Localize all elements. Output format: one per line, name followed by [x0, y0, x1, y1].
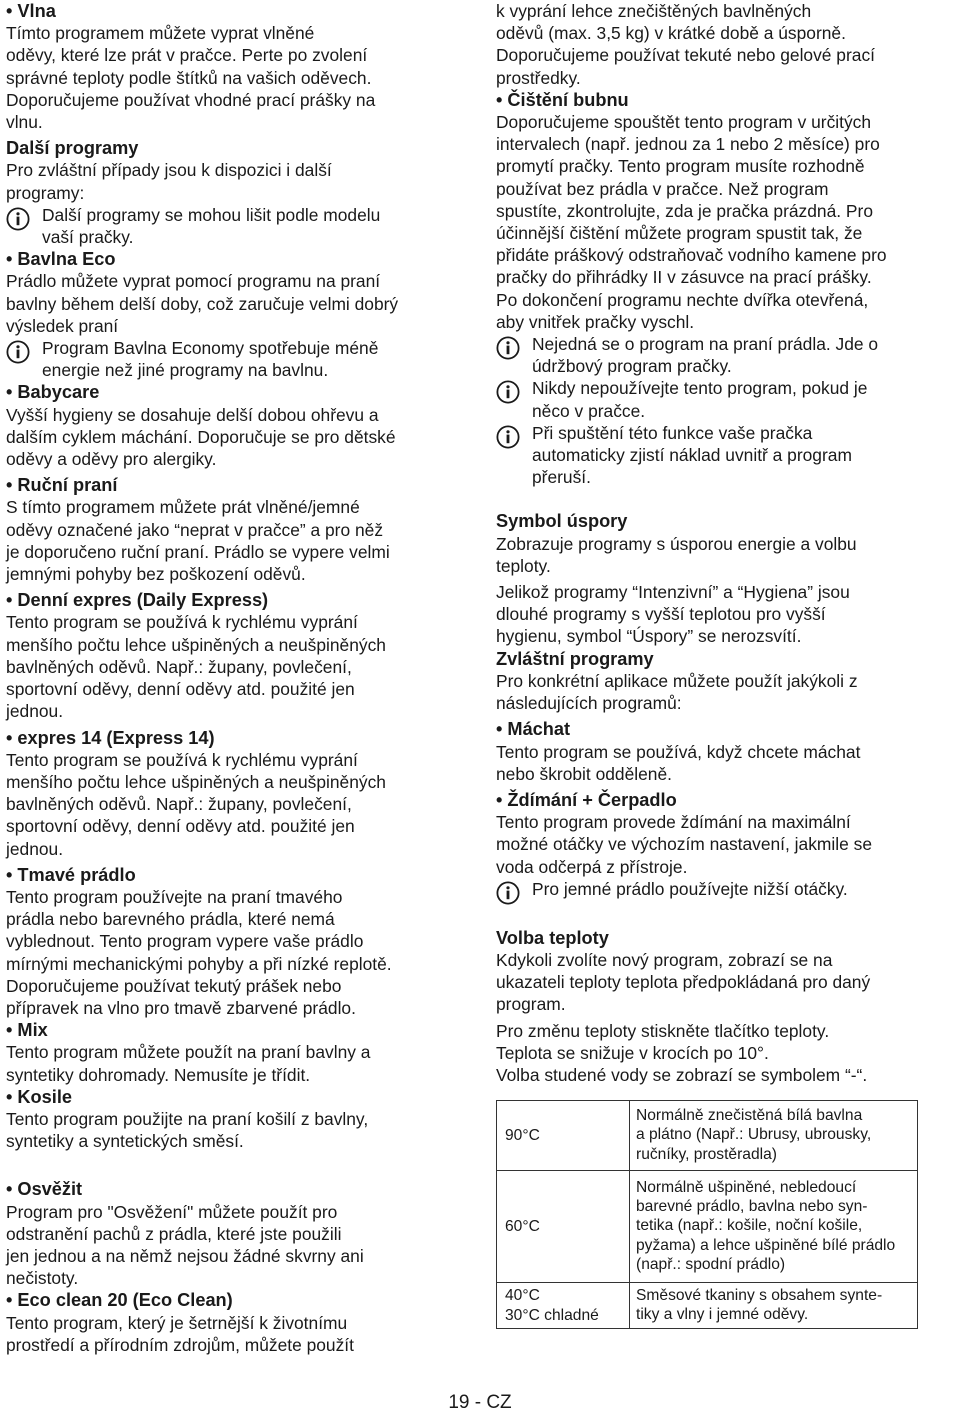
text-line: něco v pračce.	[532, 400, 646, 421]
left-column	[6, 0, 474, 1356]
text-line: menšího počtu lehce ušpiněných a neušpiněných	[6, 634, 386, 655]
text-line: používat bez prádla v pračce. Než program	[496, 178, 829, 199]
text-line: ručníky, prostěradla)	[636, 1145, 777, 1163]
text-line: Teplota se snižuje v krocích po 10°.	[496, 1042, 769, 1063]
text-line: prostředky.	[496, 67, 581, 88]
text-line: následujících programů:	[496, 693, 682, 714]
note-text	[532, 878, 848, 900]
text-line: intervalech (např. jednou za 1 nebo 2 měsíce) pro	[496, 134, 880, 155]
temperature-table	[496, 1100, 918, 1329]
text-line: barevné prádlo, bavlna nebo syn-	[636, 1198, 868, 1216]
text-line: Tento program používejte na praní tmavého	[6, 886, 343, 907]
text-line: výsledek praní	[6, 315, 119, 336]
text-line: sportovní oděvy, denní oděvy atd. použité jen	[6, 816, 355, 837]
text-line: programy:	[6, 182, 85, 203]
paragraph-machat	[496, 741, 958, 785]
section-heading-mix: • Mix	[6, 1020, 48, 1041]
text-line: Jelikož programy “Intenzivní” a “Hygiena” jsou	[496, 582, 850, 603]
text-line: syntetiky dohromady. Nemusíte je třídit.	[6, 1064, 311, 1085]
section-heading-babycare: • Babycare	[6, 382, 100, 403]
text-line: energie než jiné programy na bavlnu.	[42, 360, 329, 381]
text-line: program.	[496, 994, 566, 1015]
text-line: Tento program provede ždímání na maximální	[496, 812, 851, 833]
text-line: Doporučujeme spouštět tento program v určitých	[496, 112, 872, 133]
text-line: Zobrazuje programy s úsporou energie a volbu	[496, 533, 857, 554]
text-line: Normálně ušpiněné, nebledoucí	[636, 1178, 857, 1196]
table-row	[497, 1101, 918, 1171]
text-line: S tímto programem můžete prát vlněné/jemné	[6, 497, 360, 518]
text-line: Tento program se používá k rychlému vyprání	[6, 612, 358, 633]
text-line: vaší pračky.	[42, 227, 134, 248]
section-heading-osvezit: • Osvěžit	[6, 1179, 83, 1200]
text-line: 60°C	[505, 1217, 540, 1235]
text-line: oděvy a oděvy pro alergiky.	[6, 449, 217, 470]
text-line: (např.: spodní prádlo)	[636, 1256, 786, 1274]
text-line: Doporučujeme používat tekuté nebo gelové prací	[496, 45, 875, 66]
text-line: Tento program použijte na praní košilí z bavlny,	[6, 1108, 369, 1129]
text-line: 90°C	[505, 1126, 540, 1144]
text-line: Vyšší hygieny se dosahuje delší dobou ohřevu a	[6, 404, 379, 425]
text-line: Doporučujeme používat vhodné prací prášky na	[6, 89, 376, 110]
text-line: jednou.	[6, 701, 64, 722]
info-note-dalsi-programy	[6, 204, 474, 248]
text-line: Pro změnu teploty stiskněte tlačítko teploty.	[496, 1020, 830, 1041]
text-line: dlouhé programy s vyšší teplotou pro vyšší	[496, 604, 826, 625]
text-line: promytí pračky. Tento program musíte rozhodně	[496, 156, 865, 177]
text-line: Tento program můžete použít na praní bavlny a	[6, 1042, 371, 1063]
paragraph-dalsi-programy	[6, 159, 474, 203]
text-line: vyblednout. Tento program vypere vaše prádlo	[6, 931, 364, 952]
text-line: přípravek na vlno pro tmavě zbarvené prádlo.	[6, 997, 356, 1018]
paragraph-mix	[6, 1041, 474, 1085]
section-heading-rucni-prani: • Ruční praní	[6, 475, 118, 496]
paragraph-eco-clean-continued	[496, 0, 958, 89]
section-heading-kosile: • Kosile	[6, 1086, 73, 1107]
text-line: Směsové tkaniny s obsahem synte-	[636, 1286, 883, 1304]
temperature-cell	[497, 1283, 630, 1329]
section-heading-express-14: • expres 14 (Express 14)	[6, 727, 215, 748]
text-line: Tento program se používá, když chcete máchat	[496, 741, 861, 762]
text-line: automaticky zjistí náklad uvnitř a program	[532, 445, 852, 466]
text-line: Program pro "Osvěžení" můžete použít pro	[6, 1201, 338, 1222]
info-icon	[496, 336, 520, 360]
info-note-cisteni-1	[496, 333, 958, 377]
text-line: oděvy označené jako “neprat v pračce” a pro něž	[6, 519, 384, 540]
text-line: odstranění pachů z prádla, které jste použili	[6, 1223, 342, 1244]
info-note-cisteni-3	[496, 422, 958, 489]
paragraph-symbol-uspory-2	[496, 581, 958, 648]
text-line: tiky a vlny i jemné oděvy.	[636, 1306, 809, 1324]
info-icon	[496, 380, 520, 404]
text-line: je doporučeno ruční praní. Prádlo se vypere velmi	[6, 541, 390, 562]
text-line: Pro zvláštní případy jsou k dispozici i další	[6, 160, 332, 181]
text-line: Kdykoli zvolíte nový program, zobrazí se na	[496, 949, 833, 970]
page-number: 19 - CZ	[448, 1392, 512, 1413]
text-line: Tento program se používá k rychlému vyprání	[6, 749, 358, 770]
note-text	[532, 422, 852, 489]
section-heading-dalsi-programy: Další programy	[6, 138, 139, 159]
paragraph-rucni-prani	[6, 496, 474, 585]
paragraph-symbol-uspory	[496, 533, 958, 577]
paragraph-zvlastni-programy	[496, 670, 958, 714]
text-line: přeruší.	[532, 467, 591, 488]
info-note-bavlna-eco	[6, 337, 474, 381]
text-line: Tento program, který je šetrnější k životnímu	[6, 1312, 348, 1333]
info-note-zdimani	[496, 878, 958, 905]
text-line: přidáte práškový odstraňovač vodního kamene pro	[496, 245, 887, 266]
text-line: bavlny během delší doby, což zaručuje velmi dobrý	[6, 293, 399, 314]
text-line: teploty.	[496, 555, 551, 576]
text-line: bavlněných oděvů. Např.: župany, povlečení,	[6, 794, 352, 815]
text-line: Po dokončení programu nechte dvířka otevřená,	[496, 289, 869, 310]
paragraph-denni-expres	[6, 611, 474, 722]
text-line: Pro konkrétní aplikace můžete použít jakýkoli z	[496, 670, 858, 691]
info-icon	[6, 207, 30, 231]
paragraph-bavlna-eco	[6, 270, 474, 337]
section-heading-zdimani: • Ždímání + Čerpadlo	[496, 789, 677, 810]
text-line: 40°C	[505, 1287, 540, 1305]
text-line: aby vnitřek pračky vyschl.	[496, 311, 695, 332]
temperature-cell	[497, 1101, 630, 1171]
paragraph-babycare	[6, 404, 474, 471]
note-text	[42, 337, 378, 381]
text-line: Nikdy nepoužívejte tento program, pokud je	[532, 378, 868, 399]
description-cell	[630, 1171, 918, 1283]
note-text	[42, 204, 380, 248]
text-line: jednou.	[6, 838, 64, 859]
text-line: ukazateli teploty teplota předpokládaná pro daný	[496, 972, 871, 993]
paragraph-cisteni-bubnu	[496, 111, 958, 333]
section-heading-cisteni-bubnu: • Čištění bubnu	[496, 89, 629, 110]
text-line: Doporučujeme používat tekutý prášek nebo	[6, 975, 342, 996]
text-line: a plátno (Např.: Ubrusy, ubrousky,	[636, 1126, 872, 1144]
text-line: syntetiky a syntetických směsí.	[6, 1131, 244, 1152]
text-line: jen jednou a na němž nejsou žádné skvrny ani	[6, 1245, 364, 1266]
text-line: pyžama) a lehce ušpiněné bílé prádlo	[636, 1236, 896, 1254]
text-line: Volba studené vody se zobrazí se symbolem “-“.	[496, 1064, 868, 1085]
text-line: spustíte, zkontrolujte, zda je pračka prázdná. Pro	[496, 200, 873, 221]
text-line: údržbový program pračky.	[532, 356, 732, 377]
text-line: pračky do přihrádky II v zásuvce na prací prášky.	[496, 267, 872, 288]
text-line: účinnější čištění můžete program spustit tak, že	[496, 223, 863, 244]
text-line: správné teploty podle štítků na vašich oděvech.	[6, 67, 372, 88]
text-line: možné otáčky ve výchozím nastavení, jakmile se	[496, 834, 872, 855]
text-line: vlnu.	[6, 112, 43, 133]
text-line: Prádlo můžete vyprat pomocí programu na praní	[6, 271, 381, 292]
text-line: prostředí a přírodním zdrojům, můžete použít	[6, 1334, 354, 1355]
text-line: Pro jemné prádlo používejte nižší otáčky.	[532, 878, 848, 899]
text-line: prádla nebo barevného prádla, které nemá	[6, 909, 335, 930]
info-icon	[496, 881, 520, 905]
section-heading-vlna: • Vlna	[6, 1, 56, 21]
section-heading-denni-expres: • Denní expres (Daily Express)	[6, 590, 269, 611]
paragraph-volba-teploty-3	[496, 1064, 958, 1086]
paragraph-zdimani	[496, 811, 958, 878]
paragraph-volba-teploty-2	[496, 1020, 958, 1064]
description-cell	[630, 1283, 918, 1329]
text-line: k vyprání lehce znečištěných bavlněných	[496, 1, 812, 21]
text-line: nečistoty.	[6, 1268, 79, 1289]
info-icon	[496, 425, 520, 449]
text-line: oděvů (max. 3,5 kg) v krátké době a úsporně.	[496, 23, 846, 44]
section-heading-symbol-uspory: Symbol úspory	[496, 511, 628, 532]
table-row	[497, 1283, 918, 1329]
paragraph-volba-teploty	[496, 949, 958, 1016]
right-column	[496, 0, 958, 1329]
text-line: sportovní oděvy, denní oděvy atd. použité jen	[6, 679, 355, 700]
section-heading-zvlastni-programy: Zvláštní programy	[496, 648, 654, 669]
paragraph-tmave-pradlo	[6, 886, 474, 1019]
info-note-cisteni-2	[496, 377, 958, 421]
note-text	[532, 333, 878, 377]
text-line: Normálně znečistěná bílá bavlna	[636, 1107, 863, 1125]
text-line: jemnými pohyby bez poškození oděvů.	[6, 564, 306, 585]
paragraph-osvezit	[6, 1201, 474, 1290]
paragraph-kosile	[6, 1108, 474, 1152]
section-heading-eco-clean: • Eco clean 20 (Eco Clean)	[6, 1290, 233, 1311]
text-line: tetika (např.: košile, noční košile,	[636, 1217, 863, 1235]
paragraph-eco-clean	[6, 1312, 474, 1356]
section-heading-machat: • Máchat	[496, 719, 571, 740]
text-line: menšího počtu lehce ušpiněných a neušpiněných	[6, 771, 386, 792]
text-line: Další programy se mohou lišit podle modelu	[42, 204, 381, 225]
text-line: nebo škrobit odděleně.	[496, 763, 672, 784]
table-row	[497, 1171, 918, 1283]
text-line: Program Bavlna Economy spotřebuje méně	[42, 338, 379, 359]
text-line: Při spuštění této funkce vaše pračka	[532, 422, 813, 443]
section-heading-volba-teploty: Volba teploty	[496, 927, 609, 948]
text-line: Nejedná se o program na praní prádla. Jde o	[532, 334, 879, 355]
info-icon	[6, 340, 30, 364]
paragraph-vlna	[6, 22, 474, 133]
text-line: dalším cyklem máchání. Doporučuje se pro dětské	[6, 426, 396, 447]
text-line: hygienu, symbol “Úspory” se nerozsvítí.	[496, 626, 802, 647]
text-line: mírnými mechanickými pohyby a při nízké replotě.	[6, 953, 392, 974]
paragraph-express-14	[6, 749, 474, 860]
text-line: Tímto programem můžete vyprat vlněné	[6, 23, 315, 44]
description-cell	[630, 1101, 918, 1171]
text-line: 30°C chladné	[505, 1306, 599, 1324]
section-heading-bavlna-eco: • Bavlna Eco	[6, 249, 116, 270]
section-heading-tmave-pradlo: • Tmavé prádlo	[6, 864, 136, 885]
temperature-cell	[497, 1171, 630, 1283]
text-line: voda odčerpá z přístroje.	[496, 856, 688, 877]
text-line: bavlněných oděvů. Např.: župany, povlečení,	[6, 656, 352, 677]
note-text	[532, 377, 867, 421]
text-line: oděvy, které lze prát v pračce. Perte po zvolení	[6, 45, 368, 66]
